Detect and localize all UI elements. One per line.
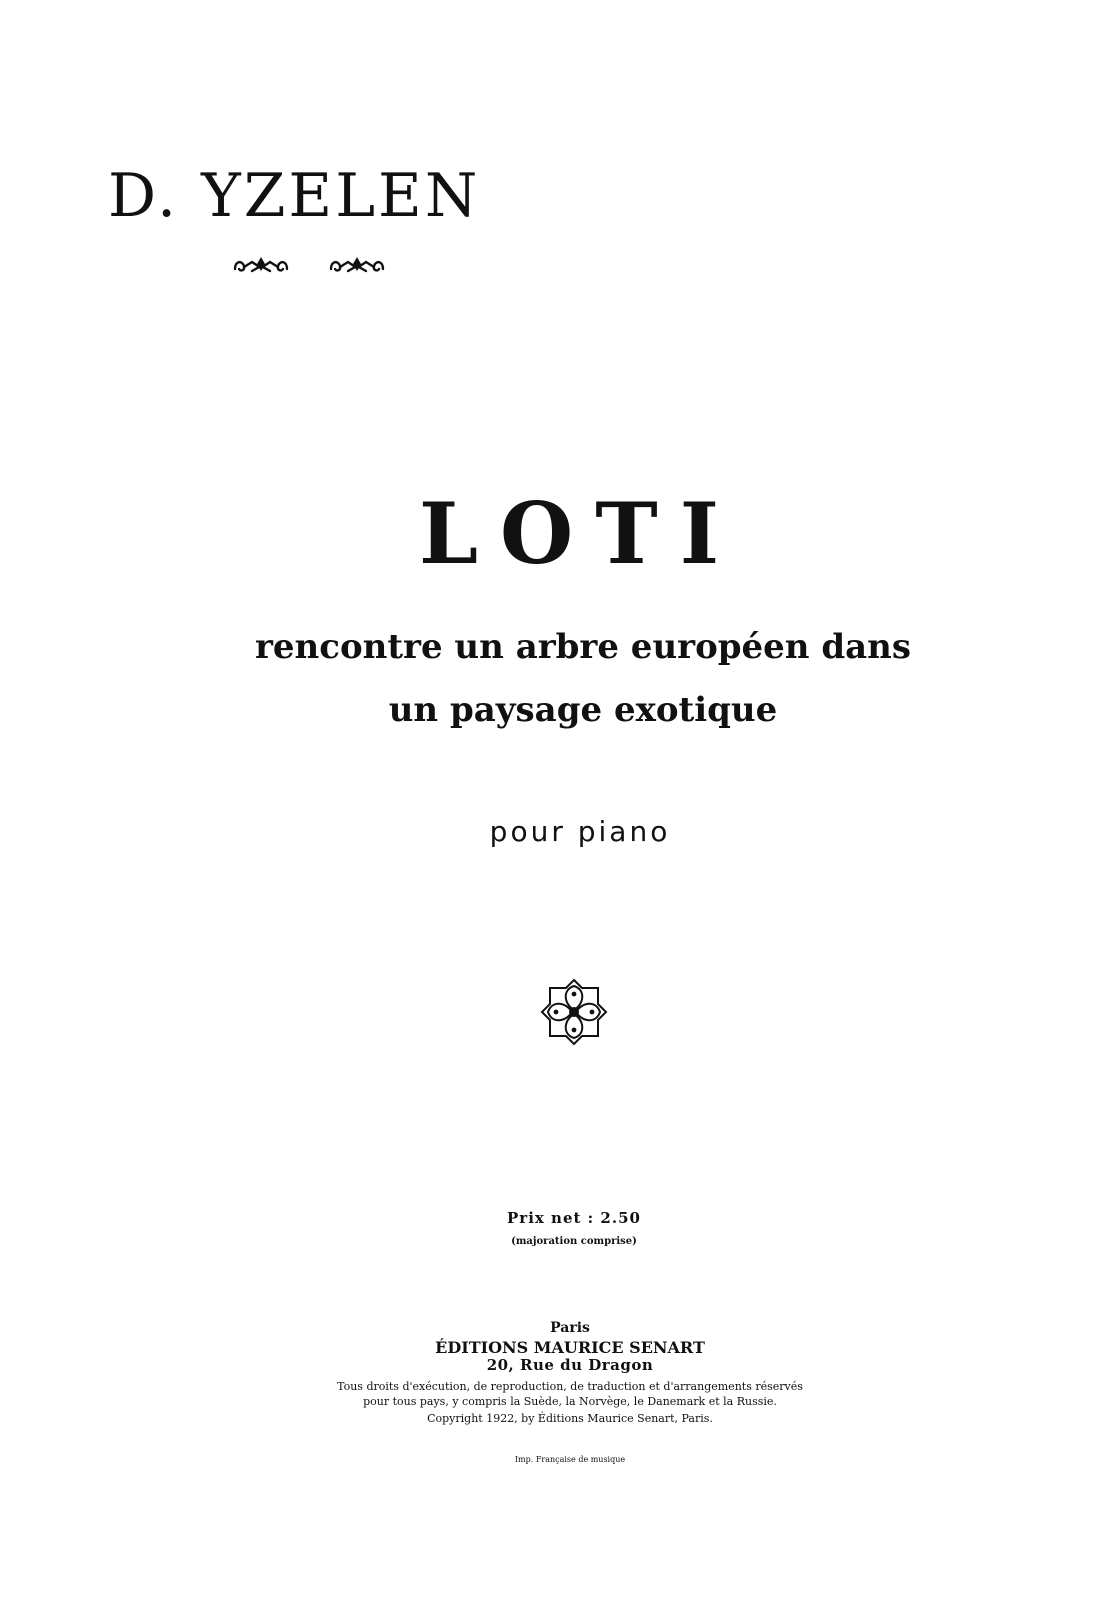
publisher-city: Paris xyxy=(550,1320,590,1336)
piece-title: LOTI xyxy=(418,484,742,583)
flower-ornament-icon xyxy=(538,976,610,1048)
publisher-address: 20, Rue du Dragon xyxy=(486,1356,654,1374)
composer-name: D. YZELEN xyxy=(108,161,481,231)
price-label: Prix net : 2.50 xyxy=(507,1209,641,1227)
rights-notice-line-1: Tous droits d'exécution, de reproduction, de traduction et d'arrangements réservés xyxy=(337,1380,803,1393)
rights-notice-line-2: pour tous pays, y compris la Suède, la Norvège, le Danemark et la Russie. xyxy=(363,1395,777,1408)
printer-credit: Imp. Française de musique xyxy=(514,1455,626,1464)
copyright-notice: Copyright 1922, by Éditions Maurice Senart, Paris. xyxy=(427,1412,713,1425)
subtitle-line-2: un paysage exotique xyxy=(388,690,778,730)
scroll-ornament-icon xyxy=(328,255,386,277)
subtitle-line-1: rencontre un arbre européen dans xyxy=(254,627,912,667)
publisher-name: ÉDITIONS MAURICE SENART xyxy=(435,1338,705,1357)
instrumentation: pour piano xyxy=(489,815,671,848)
scroll-ornament-icon xyxy=(232,255,290,277)
price-note: (majoration comprise) xyxy=(511,1236,637,1247)
